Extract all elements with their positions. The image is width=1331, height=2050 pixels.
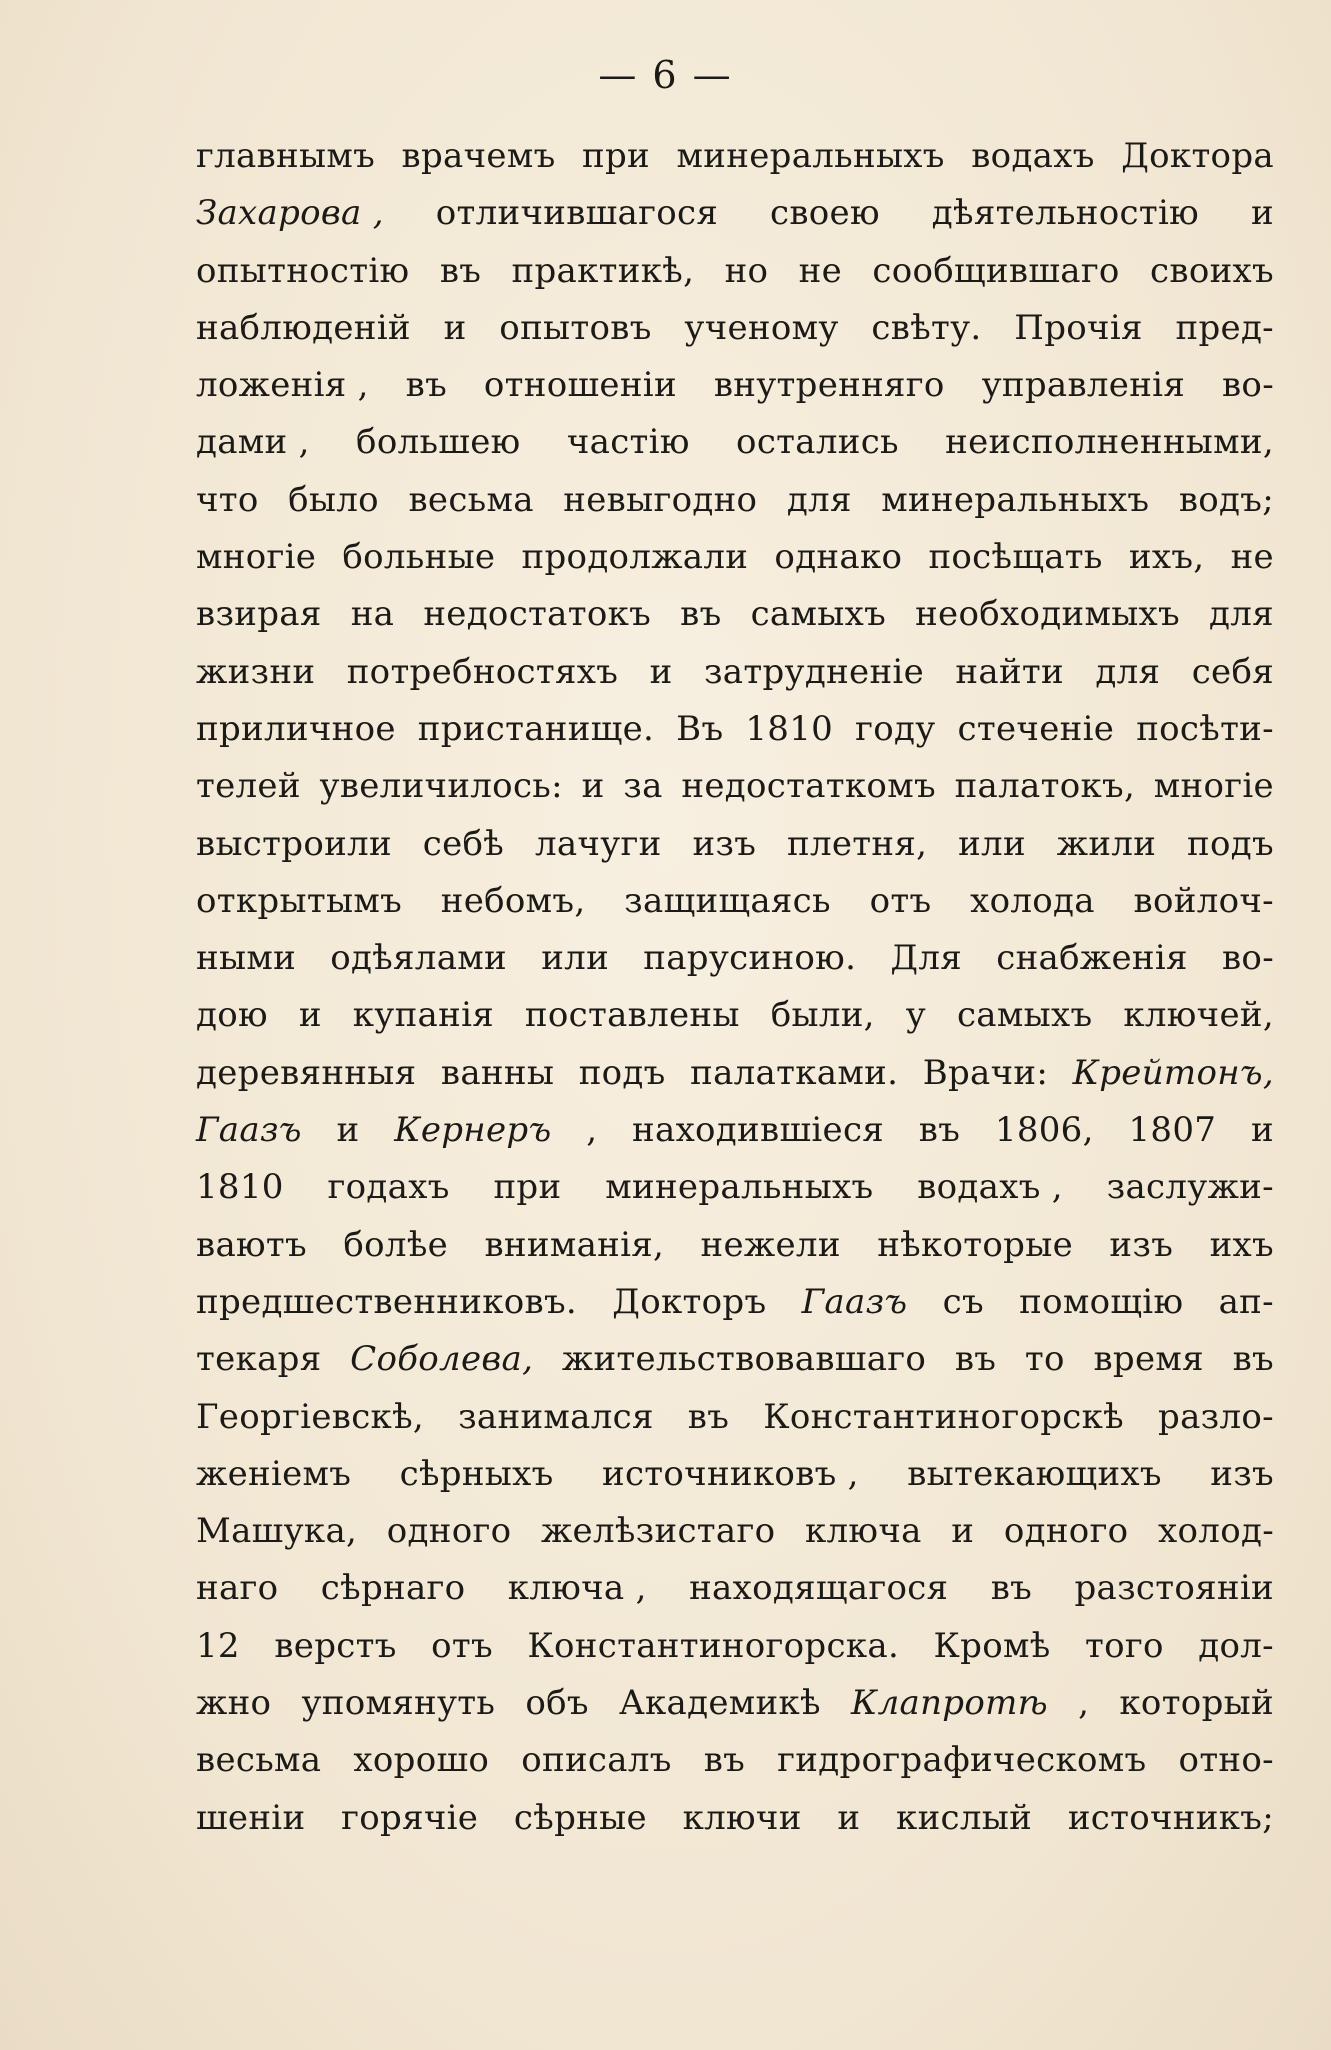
word: въ xyxy=(405,365,448,406)
word: который xyxy=(1119,1683,1274,1724)
word: Доктора xyxy=(1121,136,1274,176)
word: посѣти- xyxy=(1136,708,1274,749)
word: палатками. xyxy=(690,1052,899,1093)
word: поставлены xyxy=(524,995,740,1036)
word: верстъ xyxy=(274,1625,397,1666)
word: не xyxy=(1230,537,1274,578)
word: жизни xyxy=(196,651,316,692)
word: найти xyxy=(955,651,1064,692)
text-line xyxy=(196,1790,1274,1847)
word: водъ; xyxy=(1178,479,1274,520)
word: и xyxy=(951,1511,975,1552)
word: ихъ, xyxy=(1128,537,1205,578)
word: Кромѣ xyxy=(933,1625,1051,1666)
word: въ xyxy=(990,1568,1033,1609)
text-line xyxy=(196,243,1274,300)
word: невыгодно xyxy=(563,479,758,520)
word: войлоч- xyxy=(1133,880,1274,921)
text-line xyxy=(196,1045,1274,1102)
word: нѣкоторые xyxy=(877,1224,1074,1265)
word: у xyxy=(905,995,927,1036)
word: затрудненіе xyxy=(703,651,925,692)
word: дами , xyxy=(196,422,310,463)
text-line xyxy=(196,816,1274,873)
word: изъ xyxy=(692,823,757,864)
word: ключей, xyxy=(1123,995,1274,1036)
word: Гаазъ xyxy=(196,1110,302,1151)
word: и xyxy=(336,1110,360,1151)
word: сообщившаго xyxy=(872,250,1120,291)
word: время xyxy=(1093,1339,1204,1380)
text-line xyxy=(196,1732,1274,1789)
word: , xyxy=(586,1110,598,1151)
word: съ xyxy=(942,1281,984,1322)
word: внутренняго xyxy=(713,365,945,406)
text-line xyxy=(196,414,1274,471)
word: многіе xyxy=(196,537,317,578)
word: ученому xyxy=(684,307,839,348)
word: въ xyxy=(703,1740,746,1781)
text-line xyxy=(196,930,1274,987)
word: въ xyxy=(687,1396,730,1437)
word: купанія xyxy=(352,995,494,1036)
word: нежели xyxy=(700,1224,841,1265)
word: для xyxy=(1095,651,1161,692)
word: Прочія xyxy=(1014,307,1143,348)
text-line xyxy=(196,701,1274,758)
word: въ xyxy=(954,1339,997,1380)
word: недостаткомъ xyxy=(681,766,936,807)
word: текаря xyxy=(196,1339,322,1380)
text-line xyxy=(196,1618,1274,1675)
word: болѣе xyxy=(343,1224,449,1265)
word: ключи xyxy=(682,1797,802,1838)
word: Въ xyxy=(676,708,724,749)
word: ными xyxy=(196,938,297,979)
text-line xyxy=(196,529,1274,586)
word: и xyxy=(649,651,673,692)
word: были, xyxy=(770,995,875,1036)
word: себя xyxy=(1191,651,1274,692)
word: дою xyxy=(196,995,268,1036)
word: ключа xyxy=(804,1511,922,1552)
word: ап- xyxy=(1218,1281,1274,1322)
word: приличное xyxy=(196,708,396,749)
text-line xyxy=(196,873,1274,930)
word: одного xyxy=(386,1511,512,1552)
word: объ xyxy=(525,1683,589,1724)
word: взирая xyxy=(196,594,322,635)
word: источниковъ , xyxy=(602,1453,859,1494)
word: на xyxy=(350,594,395,635)
word: увеличилось: xyxy=(319,766,563,807)
text-line xyxy=(196,1503,1274,1560)
word: самыхъ xyxy=(750,594,887,635)
word: холод- xyxy=(1158,1511,1274,1552)
word: большею xyxy=(356,422,521,463)
word: небомъ, xyxy=(440,880,586,921)
word: неисполненными, xyxy=(945,422,1274,463)
text-line xyxy=(196,644,1274,701)
word: въ xyxy=(439,250,482,291)
word: заслужи- xyxy=(1106,1167,1274,1208)
word: врачемъ xyxy=(401,136,556,176)
word: необходимыхъ xyxy=(915,594,1180,635)
word: изъ xyxy=(1210,1453,1274,1494)
word: Гаазъ xyxy=(801,1281,908,1322)
text-line xyxy=(196,1675,1274,1732)
text-line xyxy=(196,1446,1274,1503)
word: гидрографическомъ xyxy=(777,1740,1147,1781)
word: въ xyxy=(918,1110,961,1151)
word: въ xyxy=(680,594,722,635)
word: Константиногорска. xyxy=(527,1625,900,1666)
word: Клапротѣ xyxy=(850,1683,1048,1724)
word: отношеніи xyxy=(483,365,677,406)
text-line xyxy=(196,1331,1274,1388)
word: минеральныхъ xyxy=(881,479,1150,520)
text-line xyxy=(196,586,1274,643)
word: подъ xyxy=(578,1052,666,1093)
word: продолжали xyxy=(521,537,749,578)
word: и xyxy=(837,1797,861,1838)
word: себѣ xyxy=(422,823,505,864)
word: водахъ , xyxy=(917,1167,1063,1208)
word: наго xyxy=(196,1568,279,1609)
word: желѣзистаго xyxy=(540,1511,776,1552)
word: находившіеся xyxy=(632,1110,885,1151)
word: дол- xyxy=(1198,1625,1274,1666)
word: открытымъ xyxy=(196,880,403,921)
word: наблюденій xyxy=(196,307,411,348)
word: холода xyxy=(970,880,1095,921)
word: ваютъ xyxy=(196,1224,307,1265)
text-line xyxy=(196,1560,1274,1617)
word: жили xyxy=(1056,823,1157,864)
word: того xyxy=(1085,1625,1164,1666)
text-line xyxy=(196,185,1274,242)
word: палатокъ, xyxy=(954,766,1136,807)
word: деревянныя xyxy=(196,1052,417,1093)
text-line xyxy=(196,758,1274,815)
word: стеченіе xyxy=(957,708,1115,749)
word: отличившагося xyxy=(435,193,719,234)
word: подъ xyxy=(1187,823,1274,864)
word: женіемъ xyxy=(196,1453,352,1494)
text-line xyxy=(196,987,1274,1044)
word: и xyxy=(298,995,322,1036)
word: минеральныхъ xyxy=(676,136,945,176)
word: во- xyxy=(1221,365,1274,406)
word: отъ xyxy=(431,1625,493,1666)
word: 12 xyxy=(196,1625,240,1666)
word: отъ xyxy=(869,880,932,921)
word: 1806, xyxy=(994,1110,1094,1151)
word: занимался xyxy=(458,1396,654,1437)
word: больные xyxy=(342,537,496,578)
word: шеніи xyxy=(196,1797,306,1838)
word: Захарова , xyxy=(196,193,384,234)
word: самыхъ xyxy=(956,995,1093,1036)
word: или xyxy=(541,938,610,979)
word: году xyxy=(855,708,936,749)
word: 1810 xyxy=(745,708,834,749)
word: годахъ xyxy=(327,1167,450,1208)
word: для xyxy=(1209,594,1274,635)
word: одѣялами xyxy=(330,938,507,979)
word: опытовъ xyxy=(499,307,652,348)
word: выстроили xyxy=(196,823,392,864)
word: защищаясь xyxy=(624,880,831,921)
word: въ xyxy=(1232,1339,1274,1380)
word: Докторъ xyxy=(612,1281,767,1322)
word: помощію xyxy=(1019,1281,1184,1322)
word: своею xyxy=(770,193,880,234)
word: ихъ xyxy=(1209,1224,1274,1265)
word: многіе xyxy=(1153,766,1274,807)
word: пред- xyxy=(1175,307,1274,348)
word: изъ xyxy=(1109,1224,1174,1265)
word: Георгіевскѣ, xyxy=(196,1396,425,1437)
word: ключа , xyxy=(507,1568,647,1609)
word: опытностію xyxy=(196,250,410,291)
word: для xyxy=(786,479,852,520)
word: хорошо xyxy=(353,1740,490,1781)
word: однако xyxy=(774,537,903,578)
word: но xyxy=(724,250,769,291)
word: Крейтонъ, xyxy=(1072,1052,1274,1093)
word: было xyxy=(288,479,379,520)
word: свѣту. xyxy=(871,307,982,348)
word: и xyxy=(1250,1110,1274,1151)
word: весьма xyxy=(408,479,534,520)
word: дѣятельностію xyxy=(931,193,1200,234)
word: что xyxy=(196,479,259,520)
word: пристанище. xyxy=(417,708,655,749)
word: Соболева, xyxy=(350,1339,534,1380)
word: горячіе xyxy=(341,1797,479,1838)
word: потребностяхъ xyxy=(346,651,619,692)
word: за xyxy=(623,766,663,807)
word: Кернеръ xyxy=(394,1110,552,1151)
word: источникъ; xyxy=(1067,1797,1274,1838)
word: ложенія , xyxy=(196,365,369,406)
word: минеральныхъ xyxy=(605,1167,874,1208)
word: лачуги xyxy=(534,823,662,864)
word: своихъ xyxy=(1150,250,1274,291)
word: парусиною. xyxy=(643,938,857,979)
word: 1807 xyxy=(1128,1110,1217,1151)
word: сѣрнаго xyxy=(320,1568,466,1609)
word: отно- xyxy=(1178,1740,1274,1781)
word: одного xyxy=(1003,1511,1129,1552)
text-line xyxy=(196,472,1274,529)
word: практикѣ, xyxy=(511,250,695,291)
word: плетня, xyxy=(787,823,928,864)
page-number: — 6 — xyxy=(598,53,733,97)
word: Академикѣ xyxy=(618,1683,821,1724)
text-line xyxy=(196,357,1274,414)
text-line xyxy=(196,1389,1274,1446)
word: главнымъ xyxy=(196,136,376,176)
word: жно xyxy=(196,1683,272,1724)
word: вниманія, xyxy=(484,1224,665,1265)
word: сѣрныхъ xyxy=(399,1453,554,1494)
word: посѣщать xyxy=(928,537,1103,578)
word: и xyxy=(443,307,467,348)
word: описалъ xyxy=(521,1740,672,1781)
word: недостатокъ xyxy=(423,594,652,635)
word: или xyxy=(958,823,1026,864)
word: ванны xyxy=(440,1052,555,1093)
word: разло- xyxy=(1158,1396,1274,1437)
word: и xyxy=(581,766,605,807)
text-line xyxy=(196,1217,1274,1274)
word: вытекающихъ xyxy=(907,1453,1162,1494)
text-line xyxy=(196,1102,1274,1159)
word: во- xyxy=(1221,938,1274,979)
word: Машука, xyxy=(196,1511,358,1552)
word: то xyxy=(1024,1339,1065,1380)
word: предшественниковъ. xyxy=(196,1281,578,1322)
text-line xyxy=(196,1274,1274,1331)
text-line xyxy=(196,128,1274,185)
word: Константиногорскѣ xyxy=(763,1396,1124,1437)
word: сѣрные xyxy=(513,1797,647,1838)
word: остались xyxy=(736,422,899,463)
word: разстояніи xyxy=(1074,1568,1274,1609)
word: частію xyxy=(566,422,690,463)
word: не xyxy=(798,250,843,291)
word: кислый xyxy=(896,1797,1033,1838)
word: телей xyxy=(196,766,301,807)
word: Врачи: xyxy=(922,1052,1049,1093)
word: 1810 xyxy=(196,1167,284,1208)
word: , xyxy=(1078,1683,1090,1724)
body-text xyxy=(196,128,1274,1847)
text-line xyxy=(196,300,1274,357)
word: снабженія xyxy=(996,938,1188,979)
word: упомянуть xyxy=(301,1683,496,1724)
word: управленія xyxy=(981,365,1186,406)
word: Для xyxy=(890,938,963,979)
word: при xyxy=(582,136,651,176)
word: и xyxy=(1250,193,1274,234)
word: весьма xyxy=(196,1740,322,1781)
word: водахъ xyxy=(971,136,1095,176)
text-line xyxy=(196,1159,1274,1216)
word: находящагося xyxy=(689,1568,949,1609)
word: при xyxy=(493,1167,562,1208)
word: жительствовавшаго xyxy=(561,1339,927,1380)
